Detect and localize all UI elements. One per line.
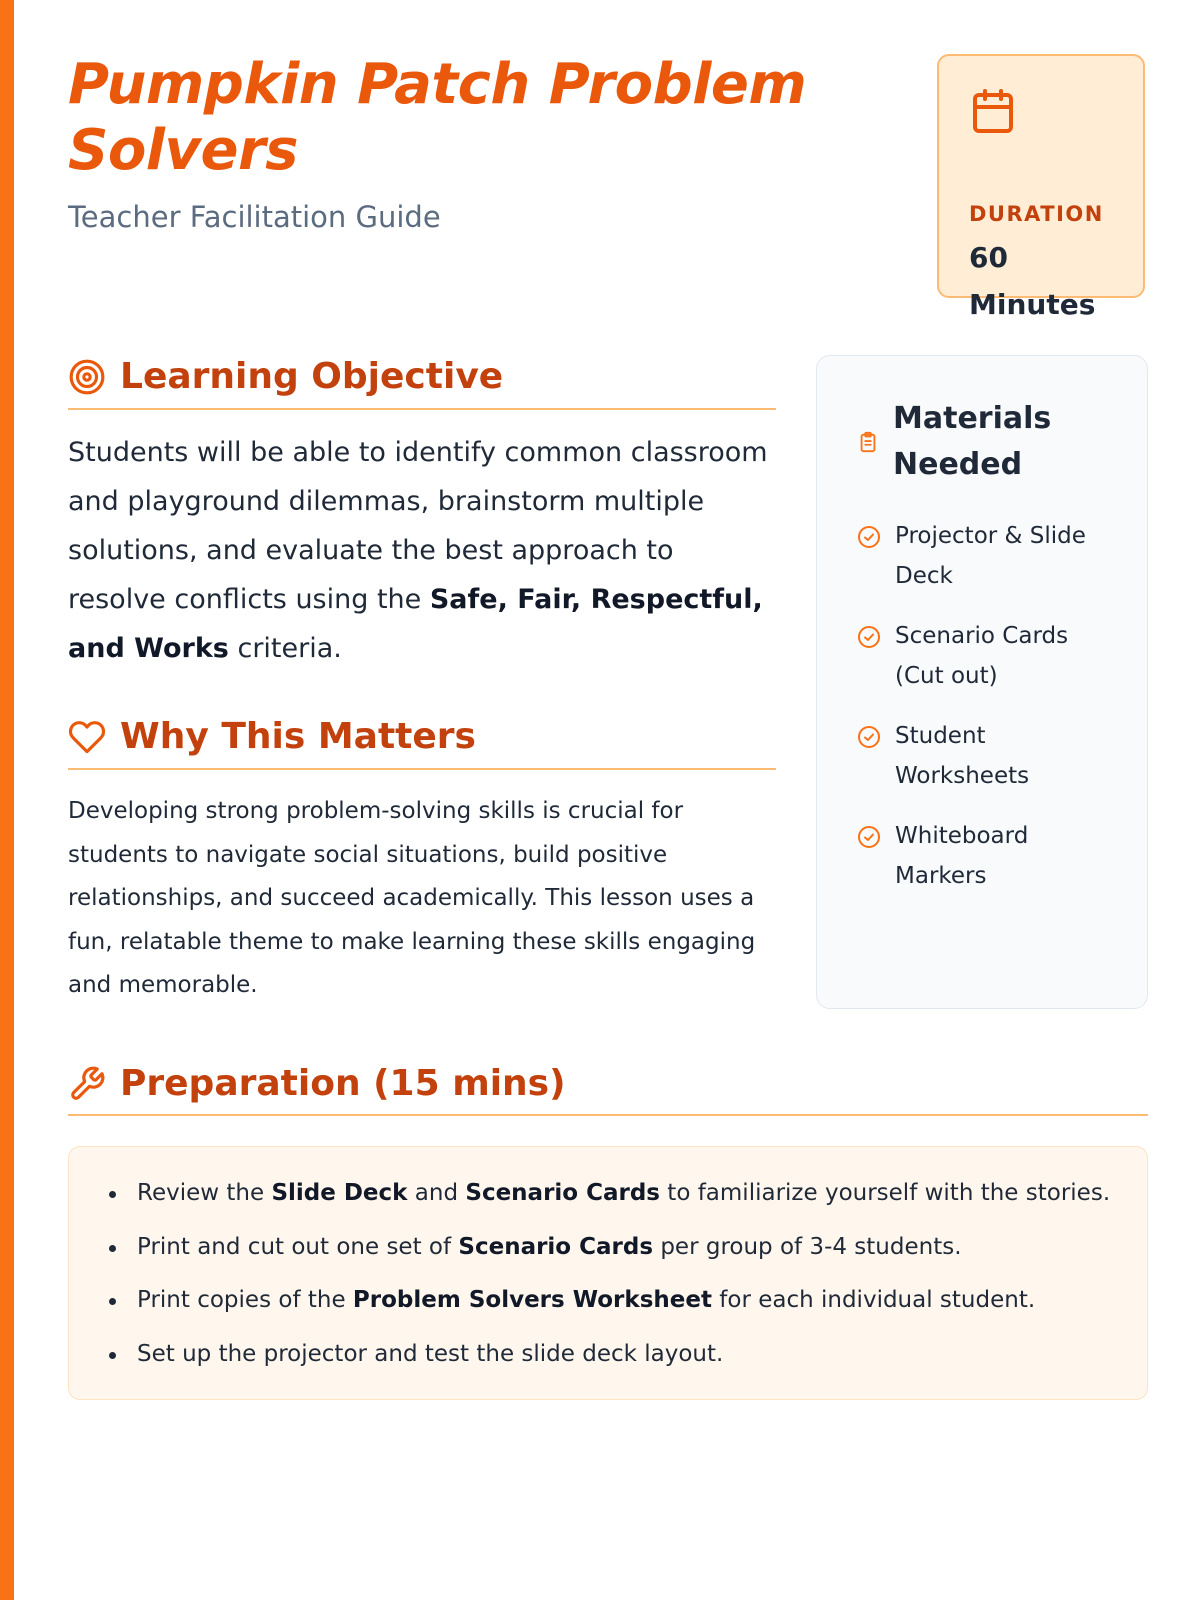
material-label: Scenario Cards (Cut out) bbox=[895, 623, 1069, 689]
preparation-heading bbox=[68, 1063, 566, 1104]
learning-objective-text: Students will be able to identify common classroom and playground dilemmas, brainstorm multiple solutions, and evaluate the best approach to resolve conflicts using the Safe, Fair, Respectful, and Works criteria. bbox=[68, 437, 768, 664]
list-item: Print and cut out one set of Scenario Cards per group of 3-4 students. bbox=[107, 1221, 1110, 1275]
why-matters-title: Why This Matters bbox=[120, 716, 476, 757]
duration-label: DURATION bbox=[969, 202, 1104, 226]
materials-header bbox=[857, 396, 1093, 488]
why-matters-heading bbox=[68, 716, 476, 757]
accent-bar bbox=[0, 0, 14, 1600]
material-label: Projector & Slide Deck bbox=[895, 523, 1086, 589]
material-label: Student Worksheets bbox=[895, 723, 1030, 789]
list-item bbox=[857, 616, 1115, 696]
check-circle-icon bbox=[857, 725, 881, 749]
duration-value: 60 Minutes bbox=[969, 241, 1096, 321]
page-title: Pumpkin Patch Problem Solvers bbox=[68, 52, 807, 183]
material-label: Whiteboard Markers bbox=[895, 823, 1029, 889]
preparation-title: Preparation (15 mins) bbox=[120, 1063, 566, 1104]
list-item bbox=[857, 516, 1115, 596]
wrench-icon bbox=[68, 1065, 106, 1103]
check-circle-icon bbox=[857, 625, 881, 649]
clipboard-icon bbox=[857, 430, 879, 454]
list-item bbox=[857, 816, 1115, 896]
materials-title: Materials Needed bbox=[893, 401, 1052, 482]
list-item bbox=[857, 716, 1115, 796]
check-circle-icon bbox=[857, 825, 881, 849]
calendar-icon bbox=[969, 86, 1017, 136]
preparation-box bbox=[68, 1146, 1148, 1400]
page-subtitle: Teacher Facilitation Guide bbox=[68, 200, 441, 234]
learning-objective-heading bbox=[68, 356, 503, 397]
section-divider bbox=[68, 408, 776, 410]
materials-card bbox=[816, 355, 1148, 1009]
list-item: Review the Slide Deck and Scenario Cards to familiarize yourself with the stories. bbox=[107, 1167, 1110, 1221]
why-matters-text: Developing strong problem-solving skills is crucial for students to navigate social situations, build positive relationships, and succeed academically. This lesson uses a fun, relatable theme to make learning these skills engaging and memorable. bbox=[68, 798, 756, 998]
preparation-list bbox=[107, 1167, 1110, 1381]
list-item: Print copies of the Problem Solvers Worksheet for each individual student. bbox=[107, 1274, 1110, 1328]
section-divider bbox=[68, 768, 776, 770]
duration-card bbox=[937, 54, 1145, 321]
learning-objective-title: Learning Objective bbox=[120, 356, 504, 397]
target-icon bbox=[68, 358, 106, 396]
check-circle-icon bbox=[857, 525, 881, 549]
list-item: Set up the projector and test the slide deck layout. bbox=[107, 1328, 1110, 1382]
section-divider bbox=[68, 1114, 1148, 1116]
heart-icon bbox=[68, 718, 106, 756]
